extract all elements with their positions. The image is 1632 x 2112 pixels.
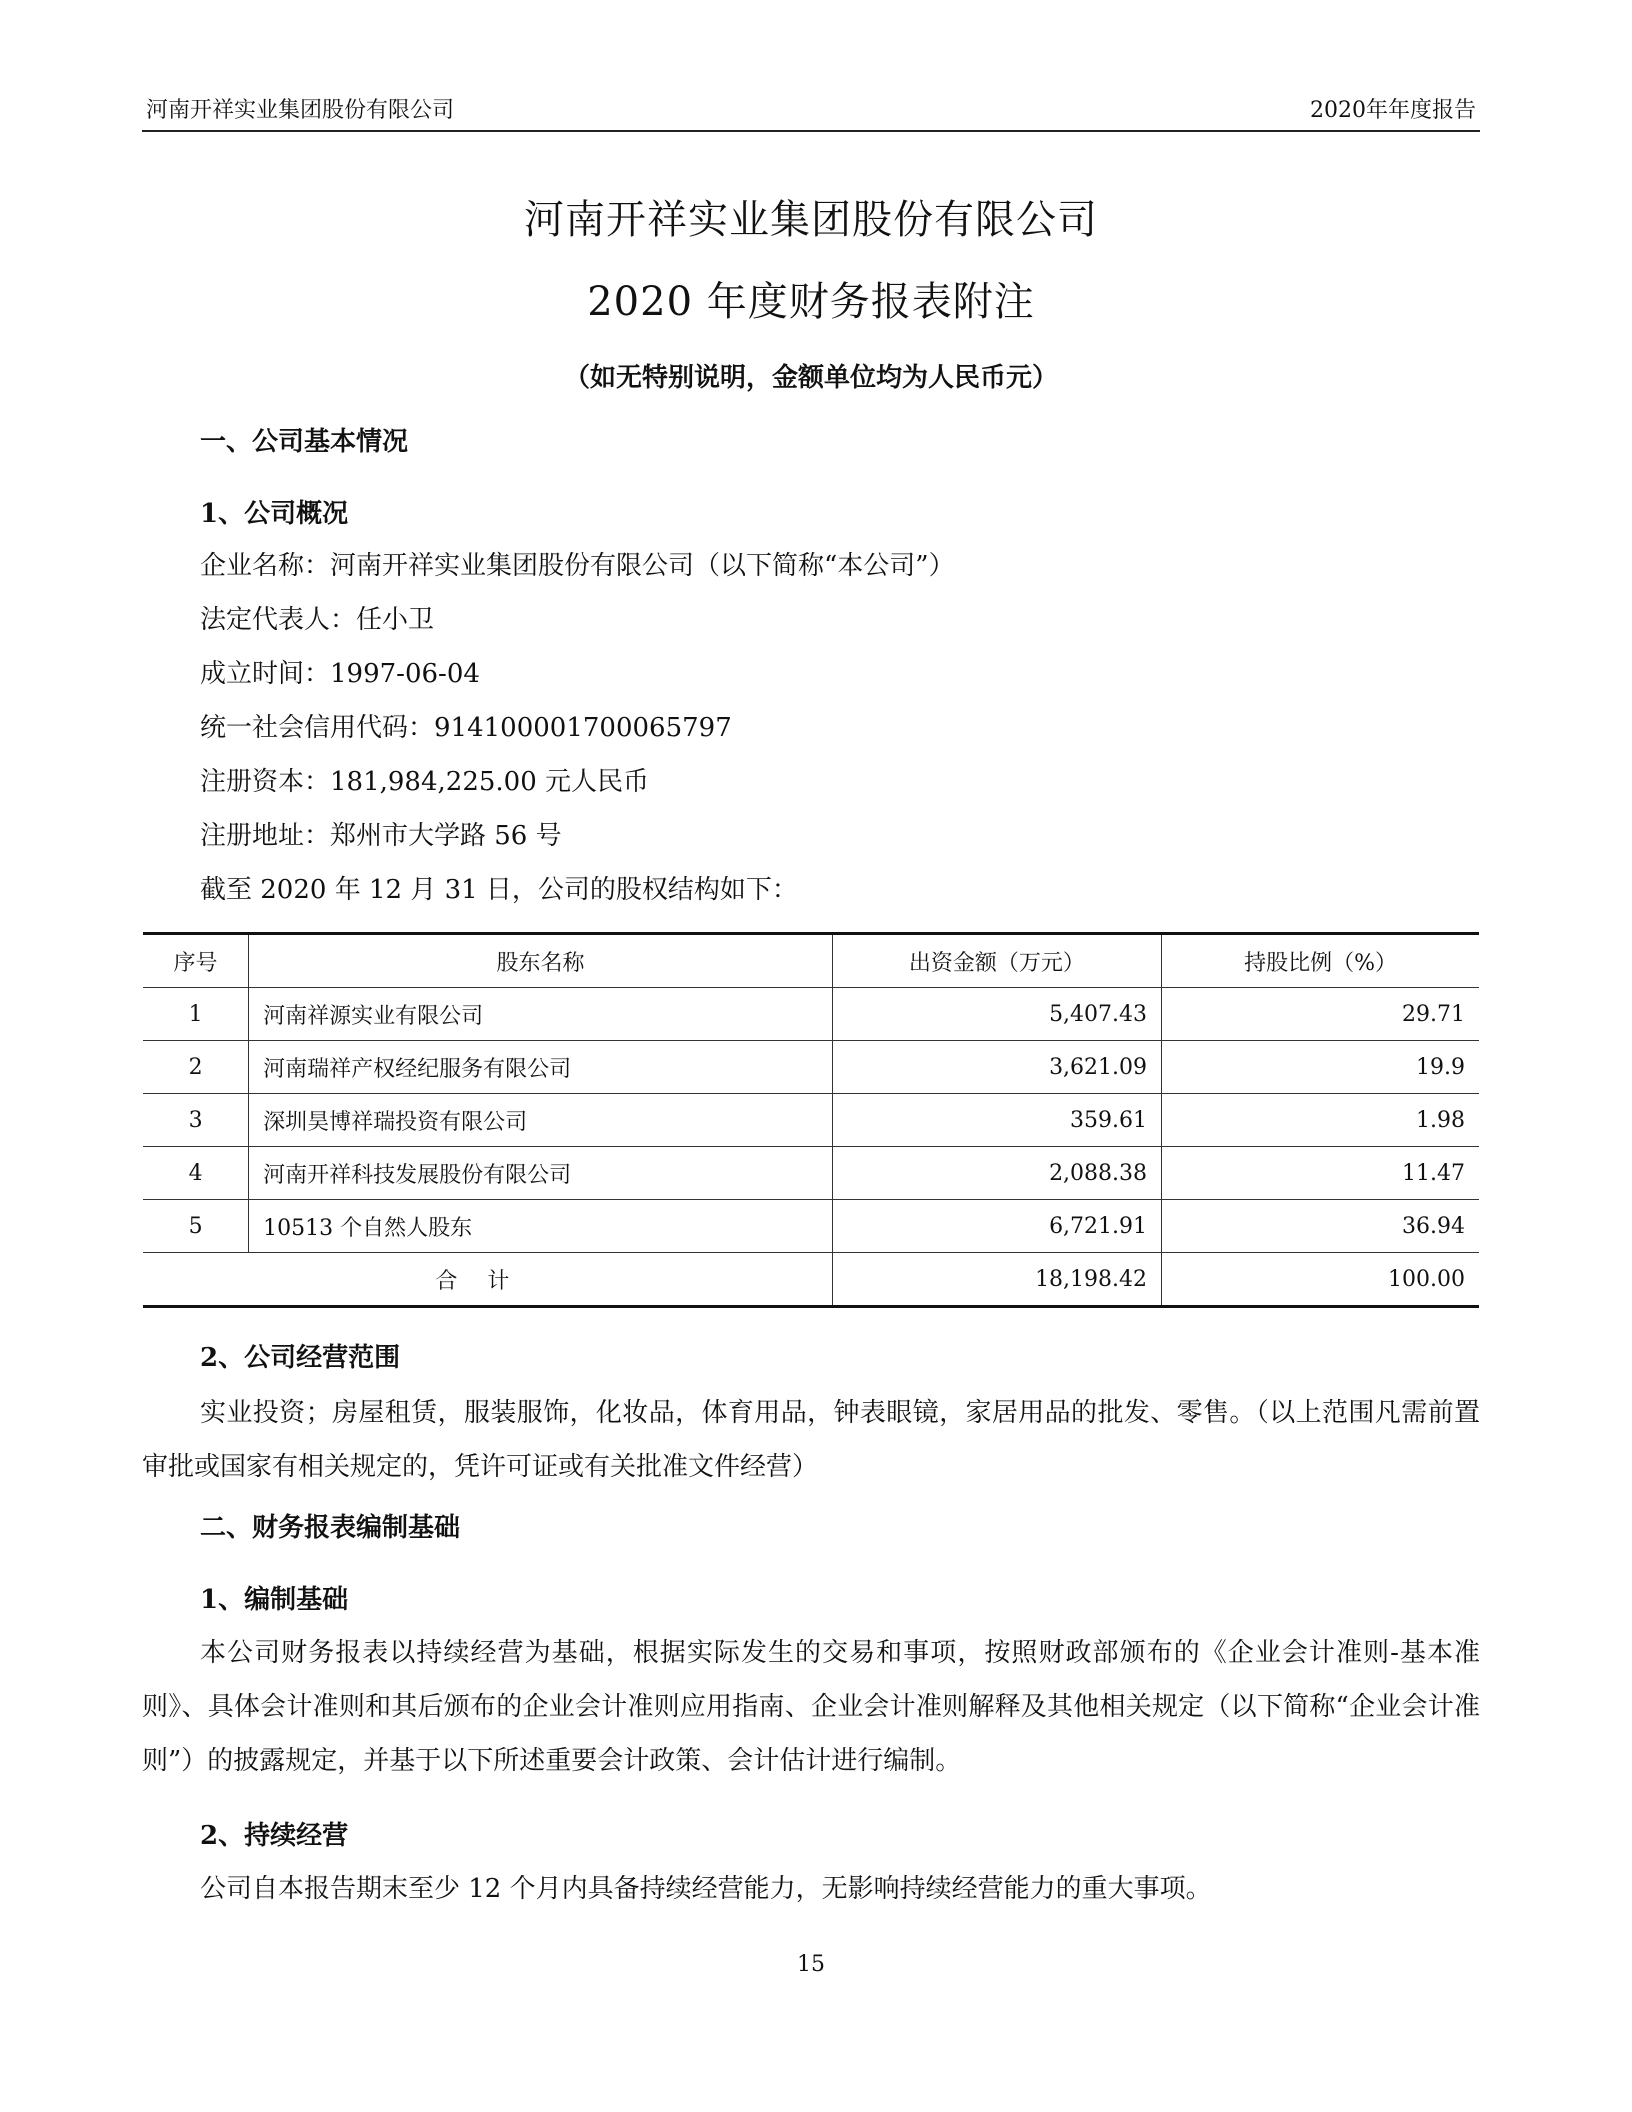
table-total-row: [143, 1253, 1479, 1307]
total-ratio: 100.00: [1162, 1253, 1479, 1307]
header-report: 2020年年度报告: [1310, 98, 1476, 123]
business-scope-text: 实业投资；房屋租赁，服装服饰，化妆品，体育用品，钟表眼镜，家居用品的批发、零售。（以上范围凡需前置审批或国家有相关规定的，凭许可证或有关批准文件经营）: [142, 1398, 1480, 1482]
row-shareholder: 深圳昊博祥瑞投资有限公司: [249, 1094, 833, 1147]
subsection-heading-preparation: 1、编制基础: [200, 1585, 349, 1615]
row-amount: 6,721.91: [832, 1200, 1161, 1253]
page-number: 15: [797, 1952, 825, 1977]
document-title: 河南开祥实业集团股份有限公司: [524, 197, 1098, 243]
row-amount: 5,407.43: [832, 988, 1161, 1041]
established-line: 成立时间：1997-06-04: [200, 659, 480, 689]
equity-structure-intro: 截至 2020 年 12 月 31 日，公司的股权结构如下：: [200, 875, 798, 905]
section-heading-basis: 二、财务报表编制基础: [200, 1513, 461, 1543]
table-row: [143, 1147, 1479, 1200]
row-shareholder: 10513 个自然人股东: [249, 1200, 833, 1253]
legal-rep-line: 法定代表人：任小卫: [200, 605, 435, 635]
table-row: [143, 988, 1479, 1041]
document-subtitle: 2020 年度财务报表附注: [587, 279, 1035, 325]
row-amount: 359.61: [832, 1094, 1161, 1147]
total-amount: 18,198.42: [832, 1253, 1161, 1307]
total-label: 合计: [435, 1268, 540, 1294]
row-ratio: 36.94: [1162, 1200, 1479, 1253]
subsection-heading-overview: 1、公司概况: [200, 499, 349, 529]
row-amount: 3,621.09: [832, 1041, 1161, 1094]
subsection-heading-going-concern: 2、持续经营: [200, 1821, 349, 1851]
row-no: 3: [143, 1094, 249, 1147]
credit-code-line: 统一社会信用代码：914100001700065797: [200, 713, 732, 743]
preparation-basis-text: 本公司财务报表以持续经营为基础，根据实际发生的交易和事项，按照财政部颁布的《企业会计准则-基本准则》、具体会计准则和其后颁布的企业会计准则应用指南、企业会计准则解释及其他相关规定（以下简称“企业会计准则”）的披露规定，并基于以下所述重要会计政策、会计估计进行编制。: [142, 1638, 1480, 1776]
header-no: 序号: [143, 934, 249, 988]
registered-address-line: 注册地址：郑州市大学路 56 号: [200, 821, 562, 851]
header-shareholder: 股东名称: [249, 934, 833, 988]
row-ratio: 19.9: [1162, 1041, 1479, 1094]
row-no: 1: [143, 988, 249, 1041]
row-no: 5: [143, 1200, 249, 1253]
row-amount: 2,088.38: [832, 1147, 1161, 1200]
row-shareholder: 河南祥源实业有限公司: [249, 988, 833, 1041]
row-no: 4: [143, 1147, 249, 1200]
subsection-heading-business-scope: 2、公司经营范围: [200, 1343, 401, 1373]
table-header-row: [143, 934, 1479, 988]
row-no: 2: [143, 1041, 249, 1094]
header-amount: 出资金额（万元）: [832, 934, 1161, 988]
table-row: [143, 1094, 1479, 1147]
table-row: [143, 1200, 1479, 1253]
equity-structure-table: [143, 932, 1479, 1308]
company-name-line: 企业名称：河南开祥实业集团股份有限公司（以下简称“本公司”）: [200, 551, 955, 581]
currency-note: （如无特别说明，金额单位均为人民币元）: [563, 363, 1058, 393]
row-ratio: 29.71: [1162, 988, 1479, 1041]
section-heading-company-info: 一、公司基本情况: [200, 427, 409, 457]
table-row: [143, 1041, 1479, 1094]
row-shareholder: 河南开祥科技发展股份有限公司: [249, 1147, 833, 1200]
page-header: [142, 96, 1480, 132]
row-ratio: 11.47: [1162, 1147, 1479, 1200]
header-company: 河南开祥实业集团股份有限公司: [146, 98, 455, 123]
row-shareholder: 河南瑞祥产权经纪服务有限公司: [249, 1041, 833, 1094]
going-concern-text: 公司自本报告期末至少 12 个月内具备持续经营能力，无影响持续经营能力的重大事项。: [200, 1874, 1212, 1904]
header-ratio: 持股比例（%）: [1162, 934, 1479, 988]
row-ratio: 1.98: [1162, 1094, 1479, 1147]
registered-capital-line: 注册资本：181,984,225.00 元人民币: [200, 767, 650, 797]
